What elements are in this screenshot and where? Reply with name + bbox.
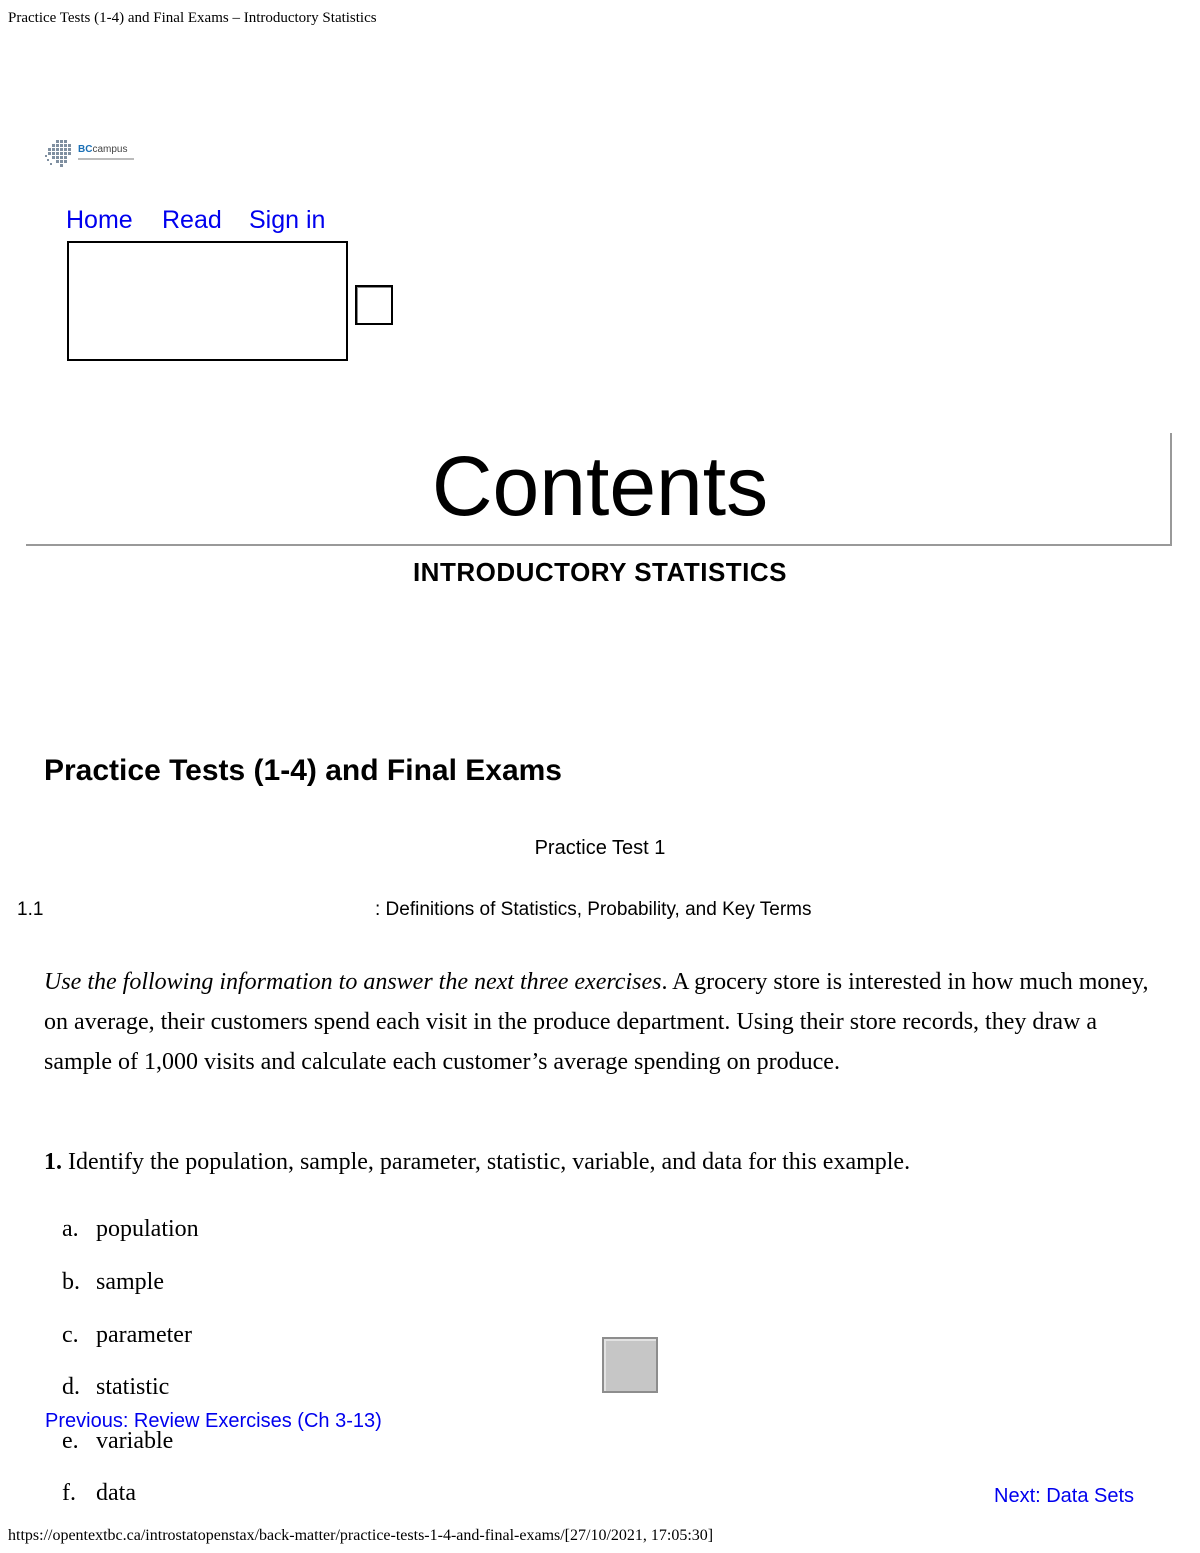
- search-input-box[interactable]: [67, 241, 348, 361]
- previous-page-link[interactable]: Previous: Review Exercises (Ch 3-13): [45, 1410, 382, 1432]
- intro-italic-text: Use the following information to answer the next three exercises: [44, 969, 662, 995]
- nav-sign-in-link[interactable]: Sign in: [249, 206, 326, 234]
- list-marker: f.: [62, 1480, 76, 1506]
- logo-wordmark: BCcampus: [78, 144, 128, 155]
- practice-test-heading: Practice Test 1: [534, 837, 666, 859]
- page-title: Practice Tests (1-4) and Final Exams: [44, 754, 562, 787]
- list-marker: a.: [62, 1216, 79, 1242]
- question-number: 1.: [44, 1149, 62, 1175]
- list-item: [62, 1269, 164, 1296]
- list-item-text: variable: [96, 1428, 174, 1454]
- bc-map-icon: [44, 139, 76, 173]
- gray-button[interactable]: [602, 1337, 658, 1393]
- search-submit-checkbox[interactable]: [355, 285, 393, 325]
- book-title[interactable]: INTRODUCTORY STATISTICS: [412, 557, 788, 587]
- intro-body-text: . A grocery store is interested in how much money, on average, their customers spend each visit in the produce department. Using their store records, they draw a sample of 1,000 visits and calculate each customer’s average spending on produce.: [44, 969, 1149, 1075]
- contents-divider: [26, 544, 1172, 546]
- section-number: 1.1: [17, 899, 44, 920]
- list-marker: b.: [62, 1269, 80, 1295]
- contents-heading[interactable]: Contents: [431, 439, 769, 533]
- section-title: : Definitions of Statistics, Probability, and Key Terms: [375, 899, 812, 920]
- list-item-text: statistic: [96, 1374, 170, 1400]
- bccampus-logo[interactable]: [44, 139, 144, 173]
- list-item-text: sample: [96, 1269, 164, 1295]
- question-text: Identify the population, sample, parameter, statistic, variable, and data for this example.: [62, 1149, 911, 1175]
- list-item-text: data: [96, 1480, 136, 1506]
- list-item: [62, 1480, 136, 1507]
- list-item-text: population: [96, 1216, 199, 1242]
- nav-read-link[interactable]: Read: [162, 206, 222, 234]
- list-item: [62, 1322, 192, 1349]
- logo-tagline-bar: [78, 158, 134, 160]
- exercise-intro-paragraph: [44, 962, 1154, 1082]
- nav-home-link[interactable]: Home: [66, 206, 133, 234]
- print-footer-url: https://opentextbc.ca/introstatopenstax/back-matter/practice-tests-1-4-and-final-exams/[27/10/2021, 17:05:30]: [8, 1527, 714, 1544]
- list-item-text: parameter: [96, 1322, 192, 1348]
- list-marker: e.: [62, 1428, 79, 1454]
- print-header: Practice Tests (1-4) and Final Exams – Introductory Statistics: [8, 10, 377, 26]
- list-marker: d.: [62, 1374, 80, 1400]
- list-marker: c.: [62, 1322, 79, 1348]
- question-1: [44, 1149, 910, 1176]
- list-item: [62, 1216, 199, 1243]
- next-page-link[interactable]: Next: Data Sets: [994, 1485, 1135, 1507]
- list-item: [62, 1374, 169, 1401]
